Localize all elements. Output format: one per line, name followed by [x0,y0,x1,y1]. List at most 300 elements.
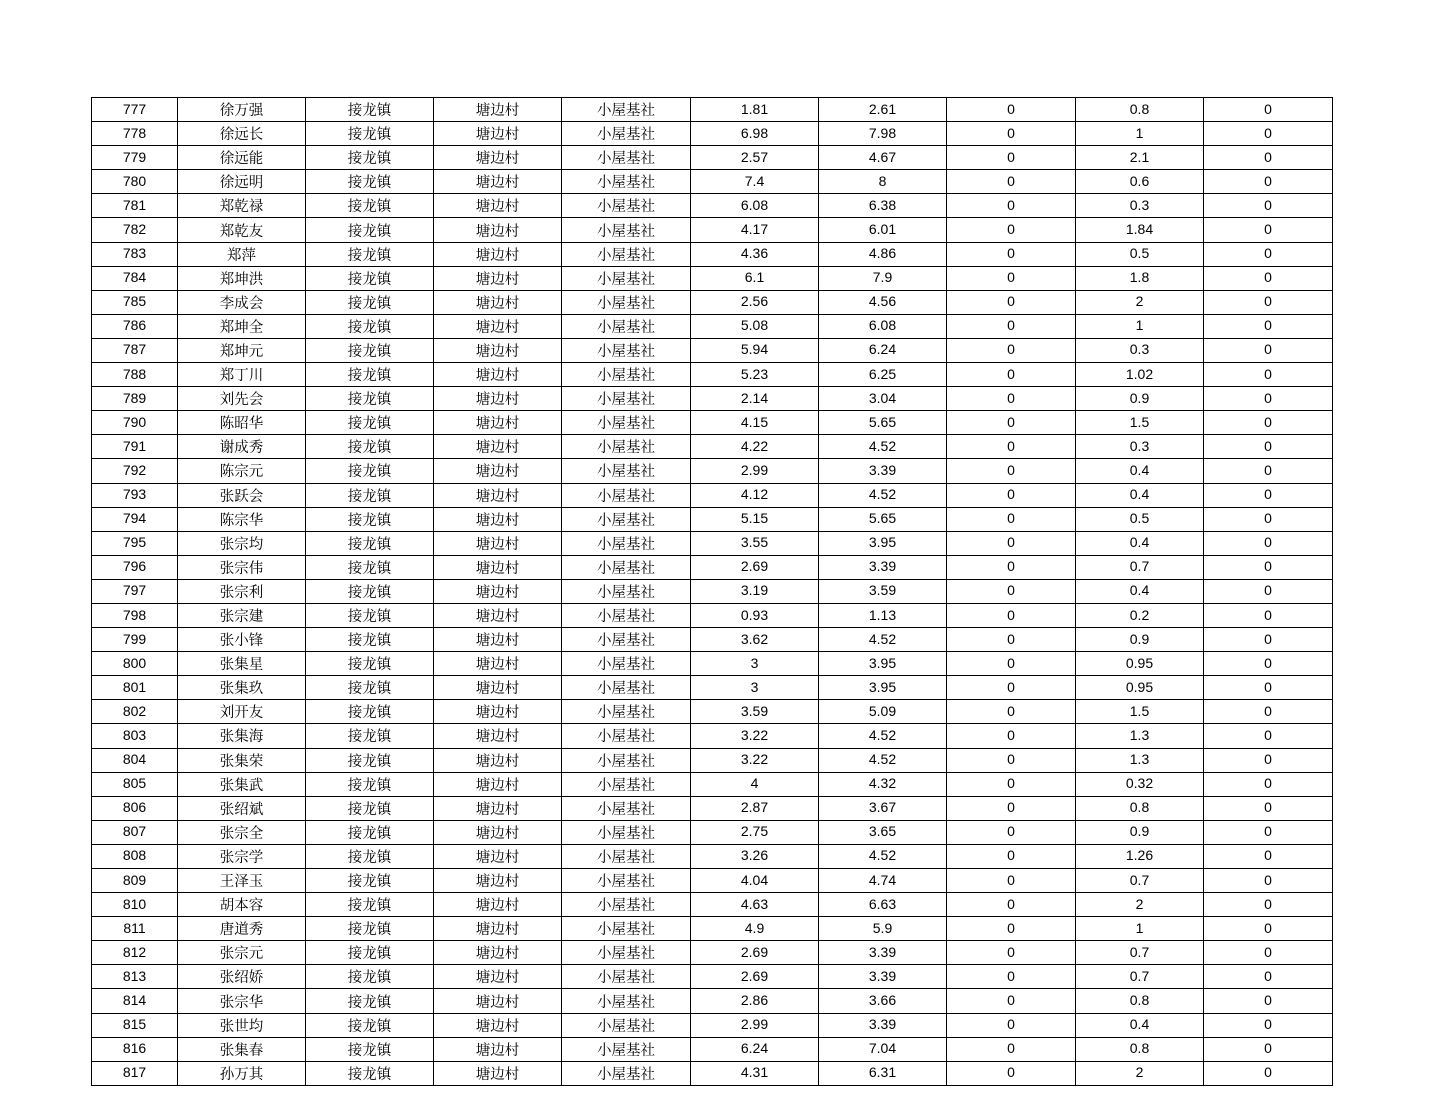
cell-value-a: 3.22 [691,748,819,772]
cell-village: 塘边村 [434,194,562,218]
cell-name: 张宗均 [178,531,306,555]
cell-value-e: 0 [1204,387,1333,411]
cell-value-e: 0 [1204,796,1333,820]
cell-village: 塘边村 [434,411,562,435]
cell-value-d: 0.7 [1076,555,1204,579]
cell-town: 接龙镇 [306,917,434,941]
cell-group: 小屋基社 [562,194,691,218]
cell-value-d: 0.4 [1076,459,1204,483]
cell-row-number: 787 [92,338,178,362]
cell-row-number: 788 [92,363,178,387]
cell-name: 郑乾友 [178,218,306,242]
cell-value-a: 4 [691,772,819,796]
cell-town: 接龙镇 [306,579,434,603]
table-row [92,628,1333,652]
cell-name: 陈宗华 [178,507,306,531]
cell-village: 塘边村 [434,820,562,844]
cell-group: 小屋基社 [562,98,691,122]
cell-value-a: 2.75 [691,820,819,844]
cell-value-a: 3 [691,676,819,700]
table-row [92,218,1333,242]
cell-town: 接龙镇 [306,796,434,820]
cell-group: 小屋基社 [562,507,691,531]
table-body [92,98,1333,1086]
cell-value-c: 0 [947,411,1076,435]
cell-group: 小屋基社 [562,820,691,844]
cell-name: 张宗建 [178,603,306,627]
cell-value-e: 0 [1204,989,1333,1013]
cell-value-e: 0 [1204,1013,1333,1037]
cell-name: 张集海 [178,724,306,748]
cell-value-e: 0 [1204,748,1333,772]
cell-town: 接龙镇 [306,98,434,122]
cell-row-number: 811 [92,917,178,941]
cell-name: 王泽玉 [178,869,306,893]
cell-value-a: 5.08 [691,314,819,338]
cell-value-a: 4.17 [691,218,819,242]
table-row [92,290,1333,314]
cell-value-c: 0 [947,603,1076,627]
cell-name: 郑萍 [178,242,306,266]
table-row [92,555,1333,579]
table-row [92,844,1333,868]
cell-value-a: 2.69 [691,555,819,579]
cell-value-b: 6.25 [819,363,947,387]
cell-value-d: 0.6 [1076,170,1204,194]
cell-value-a: 6.98 [691,122,819,146]
cell-value-a: 6.08 [691,194,819,218]
cell-value-e: 0 [1204,579,1333,603]
cell-value-a: 4.36 [691,242,819,266]
cell-value-c: 0 [947,218,1076,242]
cell-row-number: 805 [92,772,178,796]
cell-value-a: 2.14 [691,387,819,411]
cell-value-e: 0 [1204,483,1333,507]
table-row [92,146,1333,170]
cell-value-d: 0.8 [1076,98,1204,122]
cell-value-d: 0.3 [1076,338,1204,362]
cell-village: 塘边村 [434,98,562,122]
cell-town: 接龙镇 [306,266,434,290]
cell-village: 塘边村 [434,170,562,194]
cell-group: 小屋基社 [562,363,691,387]
cell-town: 接龙镇 [306,387,434,411]
cell-town: 接龙镇 [306,507,434,531]
cell-village: 塘边村 [434,146,562,170]
cell-value-b: 6.08 [819,314,947,338]
cell-group: 小屋基社 [562,941,691,965]
cell-town: 接龙镇 [306,459,434,483]
cell-group: 小屋基社 [562,965,691,989]
cell-group: 小屋基社 [562,1013,691,1037]
cell-value-a: 6.1 [691,266,819,290]
cell-town: 接龙镇 [306,1061,434,1085]
cell-value-b: 4.86 [819,242,947,266]
cell-row-number: 789 [92,387,178,411]
cell-name: 陈昭华 [178,411,306,435]
cell-row-number: 815 [92,1013,178,1037]
data-table [91,97,1333,1086]
cell-town: 接龙镇 [306,965,434,989]
cell-row-number: 802 [92,700,178,724]
table-row [92,869,1333,893]
cell-value-c: 0 [947,700,1076,724]
cell-value-e: 0 [1204,266,1333,290]
table-row [92,459,1333,483]
cell-group: 小屋基社 [562,531,691,555]
cell-value-d: 0.7 [1076,869,1204,893]
cell-name: 张宗元 [178,941,306,965]
cell-value-a: 2.57 [691,146,819,170]
cell-row-number: 779 [92,146,178,170]
cell-town: 接龙镇 [306,700,434,724]
cell-village: 塘边村 [434,700,562,724]
cell-value-d: 1 [1076,917,1204,941]
cell-name: 唐道秀 [178,917,306,941]
cell-row-number: 793 [92,483,178,507]
cell-value-c: 0 [947,1013,1076,1037]
table-row [92,676,1333,700]
cell-value-a: 1.81 [691,98,819,122]
cell-name: 张小锋 [178,628,306,652]
cell-value-d: 0.2 [1076,603,1204,627]
cell-village: 塘边村 [434,676,562,700]
cell-name: 刘开友 [178,700,306,724]
cell-town: 接龙镇 [306,555,434,579]
cell-value-b: 3.95 [819,676,947,700]
cell-value-d: 1.8 [1076,266,1204,290]
cell-row-number: 804 [92,748,178,772]
cell-row-number: 777 [92,98,178,122]
cell-group: 小屋基社 [562,652,691,676]
table-row [92,98,1333,122]
cell-name: 徐万强 [178,98,306,122]
cell-name: 徐远能 [178,146,306,170]
cell-value-a: 7.4 [691,170,819,194]
cell-value-a: 4.15 [691,411,819,435]
cell-value-e: 0 [1204,314,1333,338]
cell-group: 小屋基社 [562,989,691,1013]
cell-row-number: 794 [92,507,178,531]
cell-value-a: 6.24 [691,1037,819,1061]
cell-row-number: 798 [92,603,178,627]
cell-town: 接龙镇 [306,290,434,314]
cell-value-a: 3.62 [691,628,819,652]
cell-row-number: 782 [92,218,178,242]
cell-group: 小屋基社 [562,435,691,459]
cell-name: 郑坤元 [178,338,306,362]
cell-name: 张集荣 [178,748,306,772]
cell-value-a: 3.22 [691,724,819,748]
cell-value-b: 3.66 [819,989,947,1013]
cell-town: 接龙镇 [306,411,434,435]
cell-village: 塘边村 [434,941,562,965]
cell-row-number: 792 [92,459,178,483]
cell-value-b: 4.52 [819,435,947,459]
table-row [92,1037,1333,1061]
cell-value-c: 0 [947,507,1076,531]
cell-name: 张集春 [178,1037,306,1061]
cell-value-b: 4.56 [819,290,947,314]
cell-row-number: 790 [92,411,178,435]
cell-value-b: 3.39 [819,1013,947,1037]
cell-value-c: 0 [947,941,1076,965]
table-row [92,772,1333,796]
cell-name: 张集玖 [178,676,306,700]
cell-town: 接龙镇 [306,941,434,965]
table-row [92,363,1333,387]
cell-name: 刘先会 [178,387,306,411]
cell-value-a: 3.26 [691,844,819,868]
cell-value-a: 2.69 [691,965,819,989]
cell-value-a: 4.12 [691,483,819,507]
cell-value-d: 1 [1076,122,1204,146]
cell-village: 塘边村 [434,652,562,676]
cell-value-c: 0 [947,387,1076,411]
cell-name: 张绍斌 [178,796,306,820]
cell-value-e: 0 [1204,820,1333,844]
cell-value-d: 0.9 [1076,387,1204,411]
table-row [92,724,1333,748]
cell-value-b: 4.52 [819,724,947,748]
cell-village: 塘边村 [434,772,562,796]
cell-value-d: 0.7 [1076,941,1204,965]
cell-group: 小屋基社 [562,314,691,338]
cell-village: 塘边村 [434,242,562,266]
cell-name: 张宗学 [178,844,306,868]
cell-value-c: 0 [947,435,1076,459]
cell-value-c: 0 [947,917,1076,941]
cell-group: 小屋基社 [562,628,691,652]
table-row [92,603,1333,627]
cell-value-a: 4.22 [691,435,819,459]
cell-value-d: 0.95 [1076,676,1204,700]
cell-village: 塘边村 [434,314,562,338]
cell-value-d: 1.84 [1076,218,1204,242]
cell-town: 接龙镇 [306,844,434,868]
table-row [92,387,1333,411]
cell-value-b: 3.39 [819,555,947,579]
cell-name: 张宗华 [178,989,306,1013]
cell-value-d: 0.4 [1076,483,1204,507]
cell-value-e: 0 [1204,1037,1333,1061]
table-row [92,170,1333,194]
cell-value-c: 0 [947,314,1076,338]
table-row [92,338,1333,362]
cell-village: 塘边村 [434,917,562,941]
cell-value-c: 0 [947,98,1076,122]
cell-value-d: 2 [1076,290,1204,314]
cell-value-c: 0 [947,844,1076,868]
cell-value-d: 1.3 [1076,748,1204,772]
cell-value-a: 3 [691,652,819,676]
table-row [92,194,1333,218]
cell-value-b: 7.9 [819,266,947,290]
cell-value-d: 0.9 [1076,628,1204,652]
cell-value-b: 6.38 [819,194,947,218]
cell-value-e: 0 [1204,338,1333,362]
cell-row-number: 806 [92,796,178,820]
cell-group: 小屋基社 [562,700,691,724]
cell-value-e: 0 [1204,363,1333,387]
cell-group: 小屋基社 [562,748,691,772]
cell-name: 郑坤洪 [178,266,306,290]
cell-value-a: 2.99 [691,459,819,483]
cell-value-d: 0.4 [1076,1013,1204,1037]
cell-value-d: 2 [1076,893,1204,917]
cell-value-e: 0 [1204,941,1333,965]
cell-value-b: 8 [819,170,947,194]
cell-village: 塘边村 [434,1061,562,1085]
cell-town: 接龙镇 [306,772,434,796]
cell-village: 塘边村 [434,893,562,917]
cell-town: 接龙镇 [306,724,434,748]
cell-group: 小屋基社 [562,579,691,603]
cell-row-number: 816 [92,1037,178,1061]
cell-value-d: 0.3 [1076,194,1204,218]
cell-town: 接龙镇 [306,869,434,893]
cell-village: 塘边村 [434,218,562,242]
cell-value-d: 0.4 [1076,579,1204,603]
cell-value-b: 3.95 [819,652,947,676]
table-row [92,122,1333,146]
cell-value-c: 0 [947,676,1076,700]
cell-value-b: 6.31 [819,1061,947,1085]
cell-row-number: 810 [92,893,178,917]
table-row [92,1013,1333,1037]
cell-group: 小屋基社 [562,290,691,314]
cell-value-c: 0 [947,869,1076,893]
cell-row-number: 784 [92,266,178,290]
cell-value-e: 0 [1204,869,1333,893]
cell-value-c: 0 [947,194,1076,218]
cell-group: 小屋基社 [562,603,691,627]
cell-value-c: 0 [947,459,1076,483]
cell-value-c: 0 [947,363,1076,387]
cell-row-number: 814 [92,989,178,1013]
cell-village: 塘边村 [434,796,562,820]
cell-village: 塘边村 [434,483,562,507]
cell-value-e: 0 [1204,844,1333,868]
cell-value-b: 3.59 [819,579,947,603]
cell-name: 张跃会 [178,483,306,507]
cell-value-a: 2.86 [691,989,819,1013]
cell-value-d: 0.8 [1076,1037,1204,1061]
cell-town: 接龙镇 [306,676,434,700]
cell-row-number: 791 [92,435,178,459]
cell-value-b: 4.52 [819,628,947,652]
cell-value-e: 0 [1204,98,1333,122]
cell-group: 小屋基社 [562,772,691,796]
table-row [92,266,1333,290]
cell-value-b: 3.04 [819,387,947,411]
cell-value-c: 0 [947,628,1076,652]
cell-value-e: 0 [1204,676,1333,700]
cell-town: 接龙镇 [306,820,434,844]
cell-value-c: 0 [947,483,1076,507]
cell-village: 塘边村 [434,628,562,652]
cell-row-number: 808 [92,844,178,868]
cell-value-c: 0 [947,266,1076,290]
cell-name: 张世均 [178,1013,306,1037]
cell-town: 接龙镇 [306,194,434,218]
cell-value-c: 0 [947,796,1076,820]
cell-value-d: 2 [1076,1061,1204,1085]
cell-value-d: 1.3 [1076,724,1204,748]
cell-value-c: 0 [947,290,1076,314]
cell-group: 小屋基社 [562,242,691,266]
cell-value-c: 0 [947,989,1076,1013]
cell-value-a: 5.15 [691,507,819,531]
cell-value-c: 0 [947,146,1076,170]
table-row [92,796,1333,820]
cell-village: 塘边村 [434,290,562,314]
cell-group: 小屋基社 [562,170,691,194]
cell-village: 塘边村 [434,266,562,290]
cell-name: 陈宗元 [178,459,306,483]
cell-group: 小屋基社 [562,917,691,941]
cell-village: 塘边村 [434,459,562,483]
cell-town: 接龙镇 [306,603,434,627]
cell-value-b: 3.39 [819,941,947,965]
table-row [92,411,1333,435]
cell-village: 塘边村 [434,1037,562,1061]
cell-value-e: 0 [1204,1061,1333,1085]
cell-value-c: 0 [947,531,1076,555]
table-row [92,748,1333,772]
cell-value-b: 4.32 [819,772,947,796]
cell-value-c: 0 [947,1037,1076,1061]
cell-value-a: 4.63 [691,893,819,917]
cell-town: 接龙镇 [306,989,434,1013]
cell-village: 塘边村 [434,989,562,1013]
cell-town: 接龙镇 [306,435,434,459]
cell-group: 小屋基社 [562,122,691,146]
cell-value-c: 0 [947,965,1076,989]
cell-town: 接龙镇 [306,483,434,507]
cell-row-number: 800 [92,652,178,676]
cell-value-c: 0 [947,338,1076,362]
cell-value-a: 2.56 [691,290,819,314]
cell-value-b: 4.52 [819,483,947,507]
cell-value-e: 0 [1204,652,1333,676]
cell-value-a: 3.59 [691,700,819,724]
cell-name: 郑丁川 [178,363,306,387]
cell-group: 小屋基社 [562,483,691,507]
cell-group: 小屋基社 [562,146,691,170]
table-row [92,314,1333,338]
table-row [92,700,1333,724]
cell-value-e: 0 [1204,290,1333,314]
table-row [92,652,1333,676]
cell-value-e: 0 [1204,628,1333,652]
cell-row-number: 812 [92,941,178,965]
table-row [92,917,1333,941]
cell-group: 小屋基社 [562,676,691,700]
cell-name: 孙万其 [178,1061,306,1085]
cell-value-e: 0 [1204,700,1333,724]
cell-group: 小屋基社 [562,869,691,893]
cell-value-b: 7.04 [819,1037,947,1061]
cell-town: 接龙镇 [306,893,434,917]
cell-value-e: 0 [1204,603,1333,627]
table-row [92,1061,1333,1085]
cell-value-c: 0 [947,893,1076,917]
cell-village: 塘边村 [434,1013,562,1037]
cell-town: 接龙镇 [306,628,434,652]
cell-value-e: 0 [1204,194,1333,218]
cell-name: 张集武 [178,772,306,796]
